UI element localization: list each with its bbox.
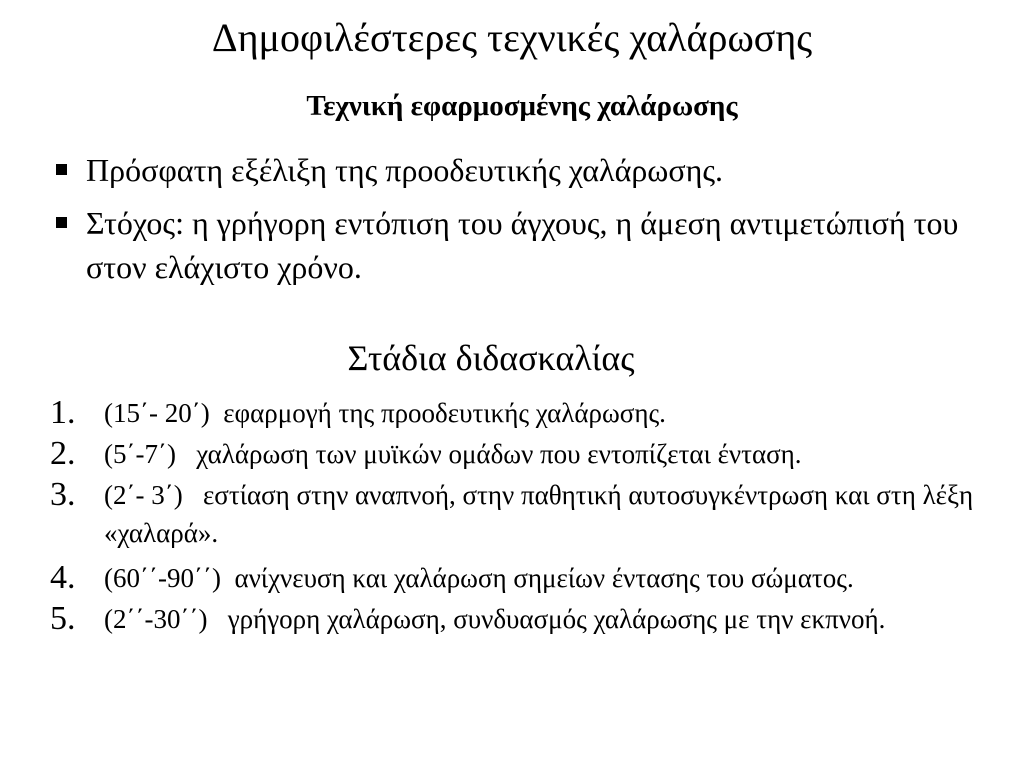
step-item (50, 435, 1000, 473)
bullet-item (56, 148, 996, 192)
steps-list (50, 394, 1000, 638)
step-duration: (2΄΄-30΄΄) (104, 604, 208, 634)
step-item (50, 476, 1000, 552)
step-duration: (15΄- 20΄) (104, 398, 210, 428)
bullet-text: Πρόσφατη εξέλιξη της προοδευτικής χαλάρωσης. (86, 152, 724, 188)
bullet-item (56, 201, 996, 289)
step-number: 4. (50, 559, 76, 596)
step-text: εστίαση στην αναπνοή, στην παθητική αυτοσυγκέντρωση και στη λέξη «χαλαρά». (104, 480, 980, 548)
step-number: 2. (50, 435, 76, 472)
step-duration: (2΄- 3΄) (104, 480, 183, 510)
step-number: 3. (50, 476, 76, 513)
step-item (50, 559, 1000, 597)
slide-subtitle: Τεχνική εφαρμοσμένης χαλάρωσης (306, 90, 738, 122)
step-text: εφαρμογή της προοδευτικής χαλάρωσης. (209, 398, 666, 428)
step-number: 5. (50, 600, 76, 637)
step-item (50, 600, 1000, 638)
section-heading: Στάδια διδασκαλίας (347, 338, 635, 378)
bullet-text: Στόχος: η γρήγορη εντόπιση του άγχους, η άμεση αντιμετώπισή του στον ελάχιστο χρόνο. (86, 205, 959, 285)
step-duration: (60΄΄-90΄΄) (104, 563, 221, 593)
step-number: 1. (50, 394, 76, 431)
square-bullet-icon (56, 164, 67, 175)
slide-title: Δημοφιλέστερες τεχνικές χαλάρωσης (211, 15, 813, 60)
square-bullet-icon (56, 217, 67, 228)
step-text: χαλάρωση των μυϊκών ομάδων που εντοπίζεται ένταση. (175, 439, 802, 469)
step-text: ανίχνευση και χαλάρωση σημείων έντασης του σώματος. (220, 563, 854, 593)
bullet-list (56, 148, 996, 298)
step-item (50, 394, 1000, 432)
step-duration: (5΄-7΄) (104, 439, 176, 469)
step-text: γρήγορη χαλάρωση, συνδυασμός χαλάρωσης με την εκπνοή. (207, 604, 886, 634)
